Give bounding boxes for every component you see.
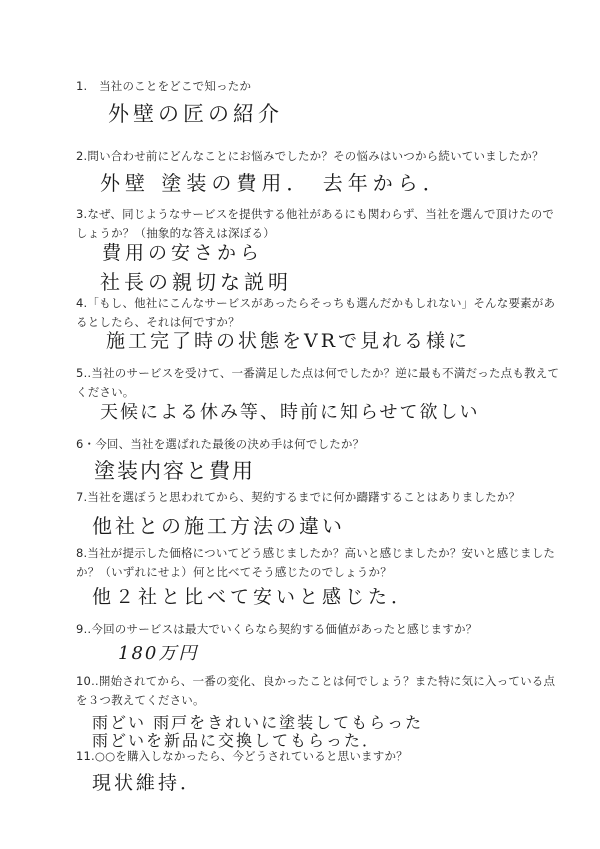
answer-6: 塗装内容と費用 [94,459,255,483]
question-5: 5‥当社のサービスを受けて、一番満足した点は何でしたか？逆に最も不満だった点も教えてください。 [76,366,560,399]
question-11: 11.○○を購入しなかったら、今どうされていると思いますか？ [76,749,408,763]
question-8: 8.当社が提示した価格についてどう感じましたか？高いと感じましたか？安いと感じましたか？（いずれにせよ）何と比べてそう感じたのでしょうか？ [76,546,556,579]
answer-7: 他社との施工方法の違い [92,514,345,538]
answer-10b: 雨どいを新品に交換してもらった． [92,731,381,750]
answer-11: 現状維持． [92,772,203,794]
answer-9: 180万円 [118,643,199,664]
question-9: 9‥今回のサービスは最大でいくらなら契約する価値があったと感じますか？ [76,622,478,636]
question-3: 3.なぜ、同じようなサービスを提供する他社があるにも関わらず、当社を選んで頂けたのでしょうか？（抽象的な答えは深ぼる） [76,207,555,240]
question-6: 6・今回、当社を選ばれた最後の決め手は何でしたか？ [76,437,365,451]
answer-3a: 費用の安さから [102,242,264,264]
answer-4: 施工完了時の状態をVRで見れる様に [106,330,471,352]
question-7: 7.当社を選ぼうと思われてから、契約するまでに何か躊躇することはありましたか？ [76,490,521,504]
question-10: 10‥開始されてから、一番の変化、良かったことは何でしょう？また特に気に入っている点を３つ教えてください。 [76,674,556,707]
answer-5: 天候による休み等、時前に知らせて欲しい [100,402,480,423]
answer-10a: 雨どい 雨戸をきれいに塗装してもらった [92,713,424,732]
question-1: 1. 当社のことをどこで知ったか [76,79,252,93]
question-4: 4.「もし、他社にこんなサービスがあったらそっちも選んだかもしれない」そんな要素があるとしたら、それは何ですか？ [76,296,556,329]
answer-2: 外壁 塗装の費用． 去年から． [100,171,448,195]
answer-8: 他２社と比べて安いと感じた． [92,586,415,608]
question-2: 2.問い合わせ前にどんなことにお悩みでしたか？その悩みはいつから続いていましたか？ [76,149,544,163]
answer-3b: 社長の親切な説明 [100,270,292,294]
answer-1: 外壁の匠の紹介 [108,102,283,126]
